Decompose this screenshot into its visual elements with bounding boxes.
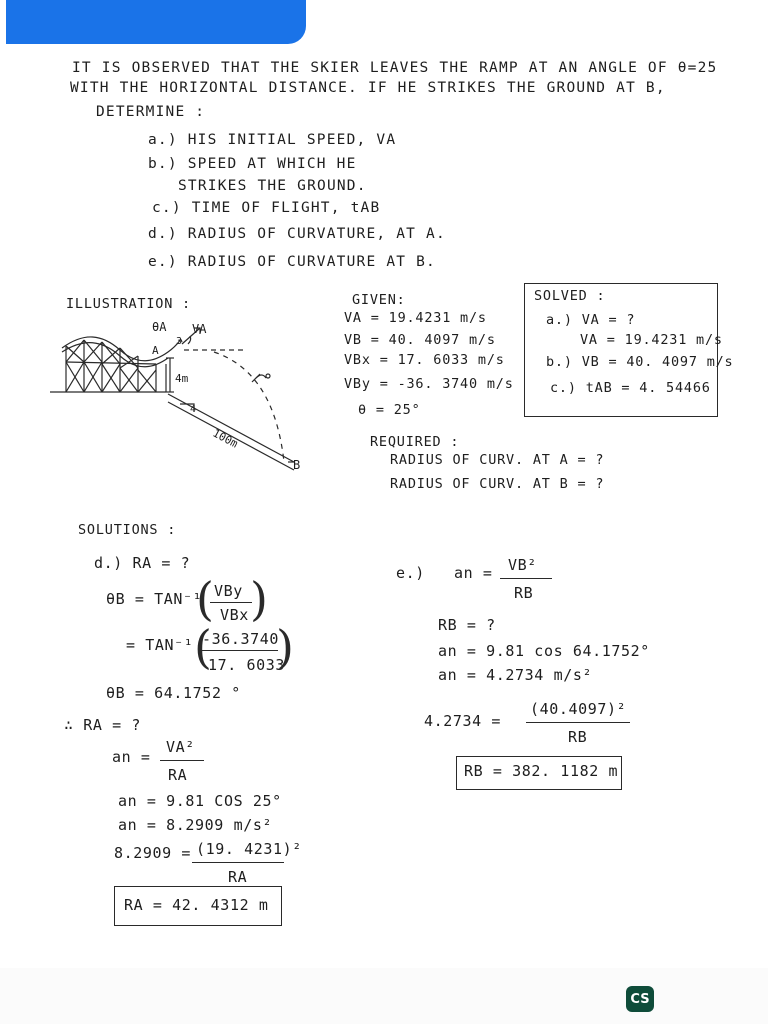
subst-frac-line-b: [526, 722, 630, 723]
part-e-label: e.): [396, 564, 425, 582]
subst-num-a: (19. 4231)²: [196, 840, 302, 858]
an-lhs-b: an =: [454, 564, 493, 582]
an-calc-b-2: an = 4.2734 m/s²: [438, 666, 593, 684]
theta-a-label: θA: [152, 320, 167, 334]
item-a: a.) HIS INITIAL SPEED, VA: [148, 132, 397, 148]
given-theta: θ = 25°: [358, 402, 421, 418]
point-a-label: A: [152, 344, 159, 357]
item-b: b.) SPEED AT WHICH HE: [148, 156, 357, 172]
subst-lhs-a: 8.2909 =: [114, 844, 192, 862]
right-paren-1: ): [250, 572, 268, 626]
item-d: d.) RADIUS OF CURVATURE, AT A.: [148, 226, 446, 242]
an-frac-line-a: [160, 760, 204, 761]
frac2-line: [200, 650, 278, 651]
item-e: e.) RADIUS OF CURVATURE AT B.: [148, 254, 436, 270]
an-lhs-a: an =: [112, 748, 151, 766]
an-den-b: RB: [514, 584, 534, 602]
required-line-b: RADIUS OF CURV. AT B = ?: [390, 476, 605, 492]
top-tab-banner: [6, 0, 306, 44]
ratio-side-label: 4: [190, 404, 197, 415]
given-vbx: VBx = 17. 6033 m/s: [344, 352, 505, 368]
ratio-top-label: 3: [176, 336, 183, 347]
camscanner-logo: CS: [626, 986, 654, 1012]
required-line-a: RADIUS OF CURV. AT A = ?: [390, 452, 605, 468]
problem-line-2: WITH THE HORIZONTAL DISTANCE. IF HE STRIKES THE GROUND AT B,: [70, 80, 666, 96]
height-label: 4m: [175, 372, 189, 385]
solved-c: c.) tAB = 4. 54466: [550, 380, 711, 396]
an-calc-a-1: an = 9.81 COS 25°: [118, 792, 282, 810]
an-num-a: VA²: [166, 738, 195, 756]
answer-ra: RA = 42. 4312 m: [124, 896, 269, 914]
frac1-line: [210, 602, 252, 603]
right-paren-2: ): [276, 620, 294, 674]
item-b-cont: STRIKES THE GROUND.: [178, 178, 367, 194]
slope-length-label: 100m: [210, 426, 241, 451]
item-c: c.) TIME OF FLIGHT, tAB: [152, 200, 381, 216]
required-heading: REQUIRED :: [370, 434, 460, 450]
therefore-ra: ∴ RA = ?: [64, 716, 142, 734]
frac1-den: VBx: [220, 606, 249, 624]
problem-line-1: IT IS OBSERVED THAT THE SKIER LEAVES THE RAMP AT AN ANGLE OF θ=25: [72, 60, 718, 76]
answer-rb: RB = 382. 1182 m: [464, 762, 619, 780]
frac2-num: -36.3740: [202, 630, 280, 648]
subst-den-a: RA: [228, 868, 248, 886]
subst-frac-line-a: [192, 862, 284, 863]
ski-ramp-illustration: [44, 312, 324, 482]
part-d-label: d.) RA = ?: [94, 554, 191, 572]
frac2-den: 17. 6033: [208, 656, 286, 674]
left-paren-2: (: [194, 620, 212, 674]
problem-line-3: DETERMINE :: [96, 104, 206, 120]
given-va: VA = 19.4231 m/s: [344, 310, 487, 326]
solved-va: VA = 19.4231 m/s: [580, 332, 723, 348]
subst-lhs-b: 4.2734 =: [424, 712, 502, 730]
an-frac-line-b: [500, 578, 552, 579]
left-paren-1: (: [196, 572, 214, 626]
solved-a: a.) VA = ?: [546, 312, 636, 328]
rb-question: RB = ?: [438, 616, 496, 634]
point-b-label: B: [293, 458, 301, 472]
given-heading: GIVEN:: [352, 292, 406, 308]
solved-b: b.) VB = 40. 4097 m/s: [546, 354, 734, 370]
illustration-heading: ILLUSTRATION :: [66, 296, 191, 312]
subst-num-b: (40.4097)²: [530, 700, 627, 718]
an-den-a: RA: [168, 766, 188, 784]
given-vb: VB = 40. 4097 m/s: [344, 332, 496, 348]
an-num-b: VB²: [508, 556, 537, 574]
theta-b-lhs-2: = TAN⁻¹: [126, 636, 194, 654]
an-calc-b-1: an = 9.81 cos 64.1752°: [438, 642, 650, 660]
theta-b-lhs: θB = TAN⁻¹: [106, 590, 203, 608]
solutions-heading: SOLUTIONS :: [78, 522, 177, 538]
va-label: VA: [192, 322, 207, 336]
given-vby: VBy = -36. 3740 m/s: [344, 376, 514, 392]
theta-b-result: θB = 64.1752 °: [106, 684, 241, 702]
frac1-num: VBy: [214, 582, 243, 600]
solved-heading: SOLVED :: [534, 288, 606, 304]
subst-den-b: RB: [568, 728, 588, 746]
an-calc-a-2: an = 8.2909 m/s²: [118, 816, 273, 834]
